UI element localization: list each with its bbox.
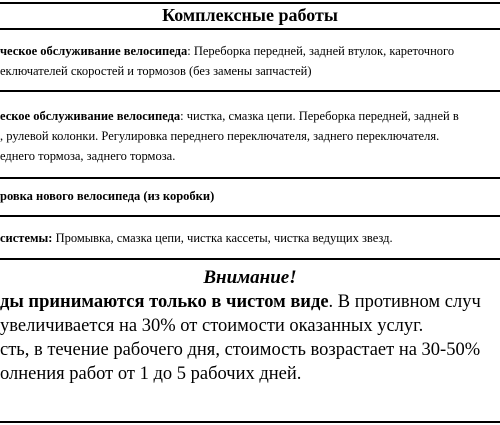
service-item-1-description: : Переборка передней, задней втулок, кареточного bbox=[187, 44, 455, 58]
rule-after-item-1 bbox=[0, 90, 500, 92]
warning-line-4: олнения работ от 1 до 5 рабочих дней. bbox=[0, 364, 302, 384]
service-item-4 bbox=[0, 228, 500, 248]
service-item-2-line-1 bbox=[0, 106, 500, 126]
service-item-2-line-2: , рулевой колонки. Регулировка переднего переключателя, заднего переключателя. bbox=[0, 129, 440, 143]
service-item-4-name: системы: bbox=[0, 231, 53, 245]
warning-line-2: увеличивается на 30% от стоимости оказанных услуг. bbox=[0, 316, 424, 336]
service-item-4-line-1 bbox=[0, 228, 500, 248]
warning-line-1-rest: . В противном случ bbox=[328, 292, 481, 312]
warning-line-1-bold: ды принимаются только в чистом виде bbox=[0, 292, 329, 312]
warning-line-3: сть, в течение рабочего дня, стоимость возрастает на 30-50% bbox=[0, 340, 481, 360]
service-item-3-name: ровка нового велосипеда (из коробки) bbox=[0, 189, 215, 203]
warning-line-1 bbox=[0, 290, 500, 314]
service-item-1 bbox=[0, 41, 500, 81]
service-item-2-description: : чистка, смазка цепи. Переборка передней, задней в bbox=[180, 109, 459, 123]
rule-below-title bbox=[0, 28, 500, 30]
warning-text bbox=[0, 290, 500, 386]
warning-title: Внимание! bbox=[203, 267, 297, 288]
service-item-3 bbox=[0, 186, 500, 206]
service-item-1-name: ческое обслуживание велосипеда bbox=[0, 44, 188, 58]
rule-after-item-3 bbox=[0, 215, 500, 217]
section-title: Комплексные работы bbox=[162, 5, 338, 25]
service-item-2 bbox=[0, 106, 500, 166]
service-item-1-line-2: еключателей скоростей и тормозов (без замены запчастей) bbox=[0, 64, 312, 78]
service-item-2-name: еское обслуживание велосипеда bbox=[0, 109, 181, 123]
service-item-2-line-3: еднего тормоза, заднего тормоза. bbox=[0, 149, 176, 163]
service-item-1-line-1 bbox=[0, 41, 500, 61]
bottom-rule bbox=[0, 421, 500, 423]
rule-after-item-2 bbox=[0, 177, 500, 179]
service-item-4-description: Промывка, смазка цепи, чистка кассеты, чистка ведущих звезд. bbox=[52, 231, 393, 245]
rule-after-item-4 bbox=[0, 258, 500, 260]
